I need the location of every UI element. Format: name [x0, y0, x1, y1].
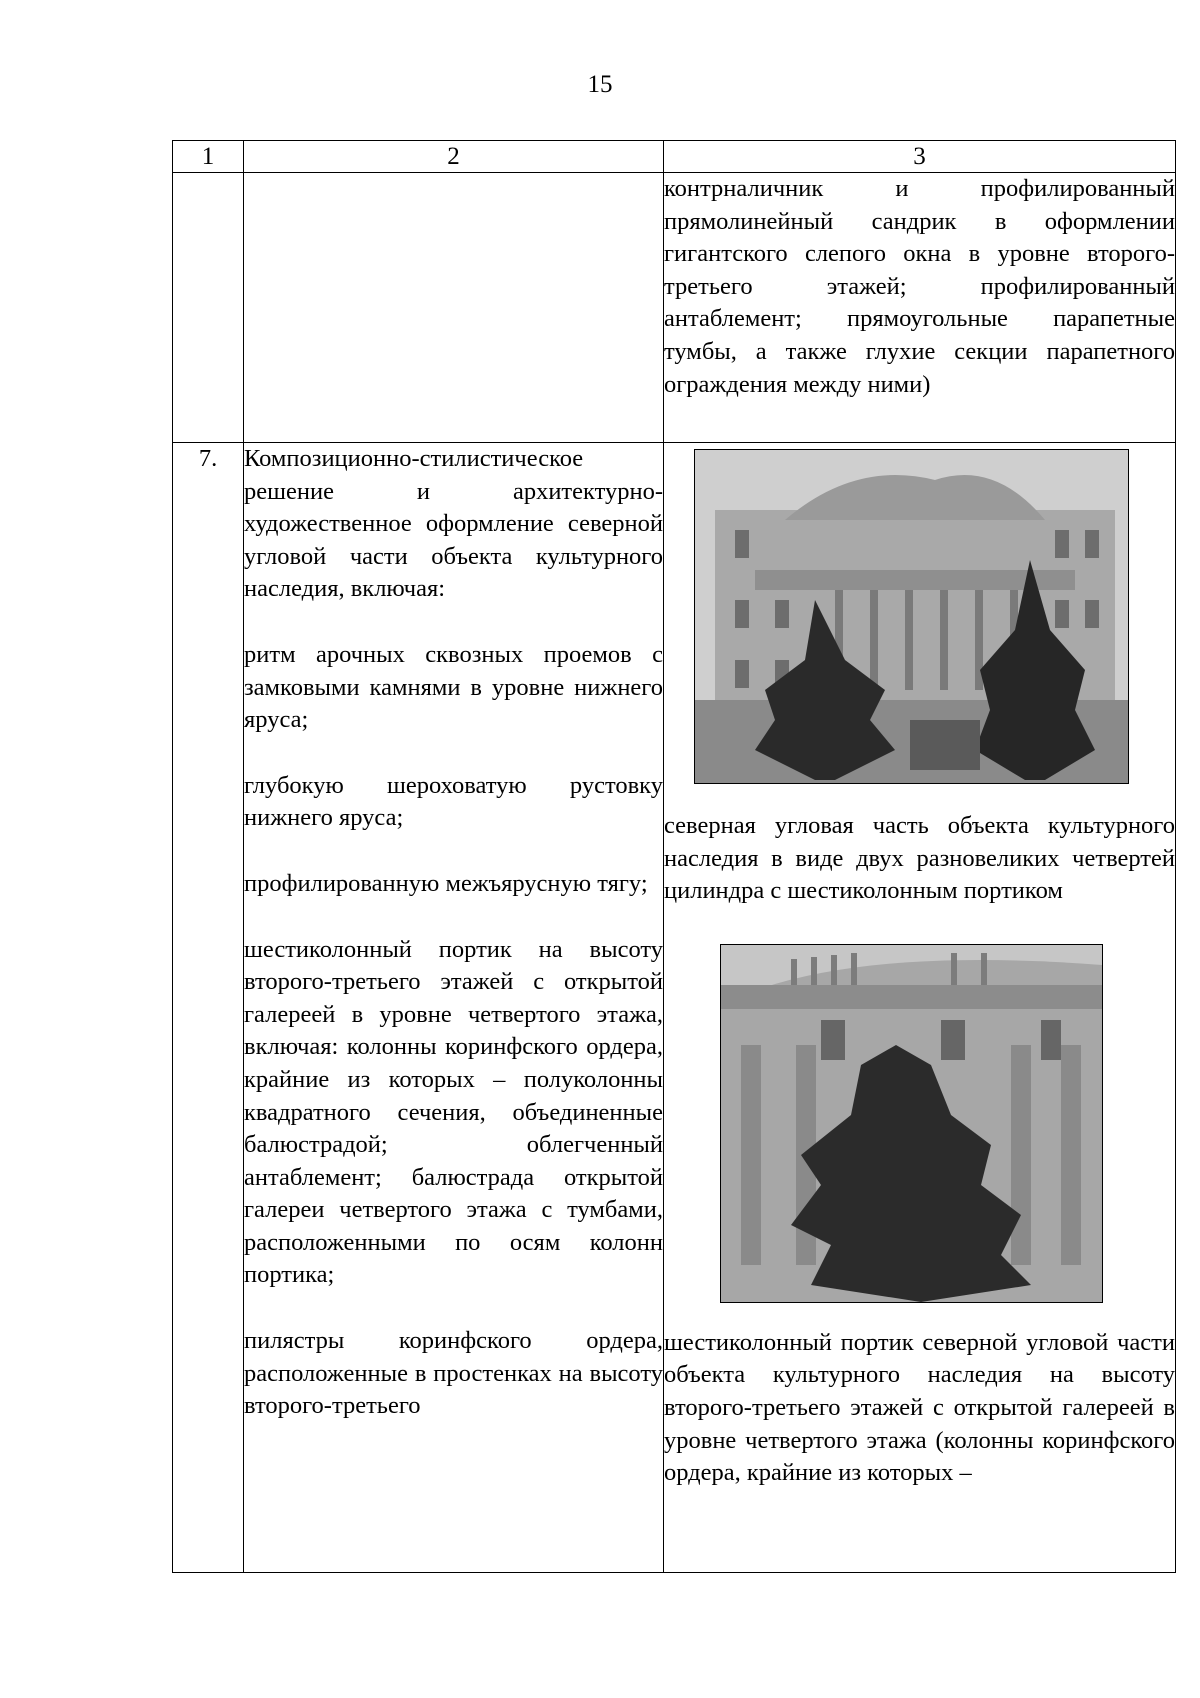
description-paragraph: профилированную межъярусную тягу; [244, 869, 648, 897]
cont-col-2 [244, 173, 664, 443]
description-paragraph: пилястры коринфского ордера, расположенные в простенках на высоту второго-третьего [244, 1327, 663, 1420]
header-col-1: 1 [173, 141, 244, 173]
building-photo [694, 449, 1129, 784]
page-number: 15 [587, 71, 613, 98]
cont-col-3 [664, 173, 1176, 443]
row-number: 7. [173, 443, 244, 1573]
description-paragraph: глубокую шероховатую рустовку нижнего яруса; [244, 771, 663, 832]
row7-description [244, 443, 664, 1573]
description-paragraph: шестиколонный портик на высоту второго-третьего этажей с открытой галереей в уровне четвертого этажа, включая: колонны коринфского ордера, крайние из которых – полуколонны квадратного сечения, объединенные балюстрадой; облегченный антаблемент; балюстрада открытой галереи четвертого этажа с тумбами, расположенными по осям колонн портика; [244, 935, 663, 1289]
continuation-text: контрналичник и профилированный прямолинейный сандрик в оформлении гигантского слепого окна в уровне второго-третьего этажей; профилированный антаблемент; прямоугольные парапетные тумбы, а также глухие секции парапетного ограждения между ними) [664, 175, 1175, 398]
row7-illustrations [664, 443, 1176, 1573]
table-row-7 [173, 443, 1176, 1573]
header-col-2: 2 [244, 141, 664, 173]
cont-col-1 [173, 173, 244, 443]
table-header-row [173, 141, 1176, 173]
heritage-table [172, 140, 1176, 1573]
portico-photo [720, 944, 1103, 1303]
photo-caption: шестиколонный портик северной угловой части объекта культурного наследия на высоту второго-третьего этажей с открытой галереей в уровне четвертого этажа (колонны коринфского ордера, крайние из которых – [664, 1328, 1175, 1487]
table-row-continuation [173, 173, 1176, 443]
header-col-3: 3 [664, 141, 1176, 173]
description-paragraph: Композиционно-стилистическое решение и архитектурно-художественное оформление северной угловой части объекта культурного наследия, включая: [244, 445, 663, 603]
photo-caption: северная угловая часть объекта культурного наследия в виде двух разновеликих четвертей цилиндра с шестиколонным портиком [664, 812, 1175, 905]
description-paragraph: ритм арочных сквозных проемов с замковыми камнями в уровне нижнего яруса; [244, 640, 663, 734]
